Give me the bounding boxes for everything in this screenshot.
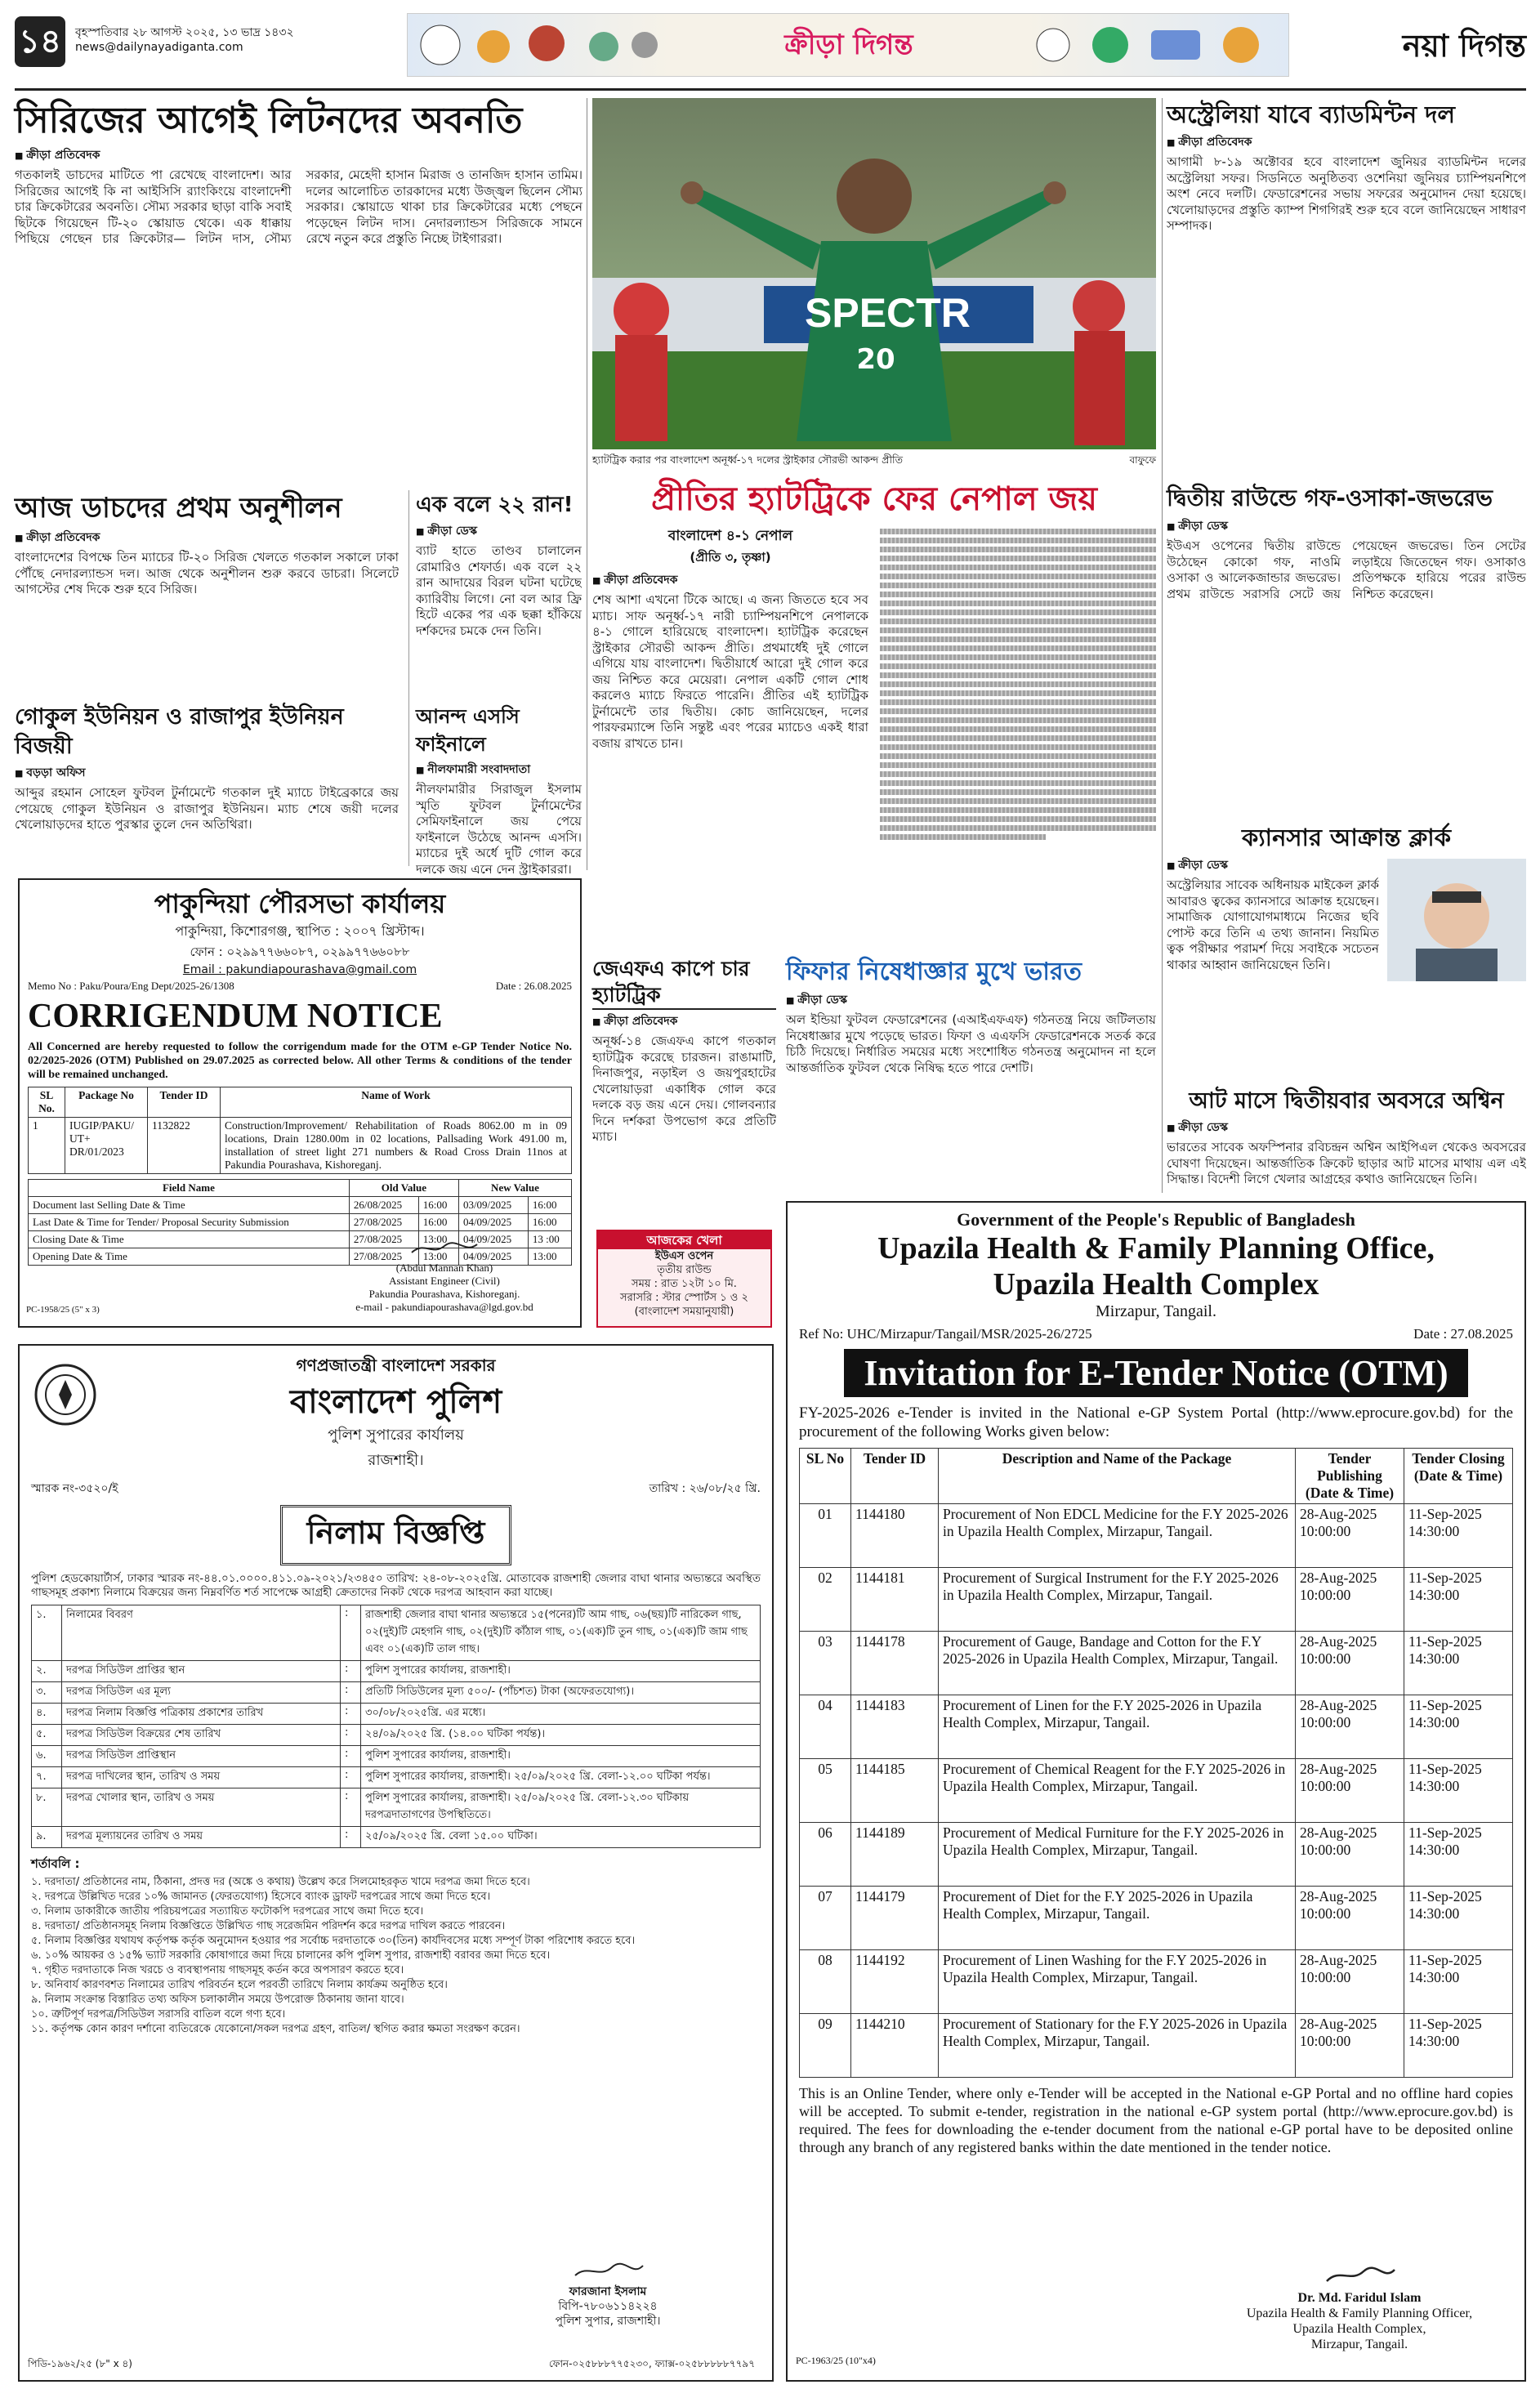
col-sl: SL No <box>800 1449 851 1504</box>
list-item: ৯. নিলাম সংক্রান্ত বিস্তারিত তথ্য অফিস চলাকালীন সময়ে উপরোক্ত ঠিকানায় জানা যাবে। <box>31 1994 404 2006</box>
col-tender-id: Tender ID <box>851 1449 939 1504</box>
photo-preeti <box>592 98 1156 449</box>
today-time: সময় : রাত ১২টা ১০ মি. <box>632 1278 737 1290</box>
today-fixture-box <box>596 1230 772 1328</box>
signature: ফারজানা ইসলাম বিপি-৭৮০৬১১৪২২৪ পুলিশ সুপার, রাজশাহী। <box>461 2261 755 2329</box>
table-row: 06 1144189 Procurement of Medical Furniture for the F.Y 2025-2026 in Upazila Health Complex, Mirzapur, Tangail. 28-Aug-2025 10:00:00 11-Sep-2025 14:30:00 <box>800 1823 1513 1887</box>
story-clarke <box>1167 821 1526 1083</box>
byline: ■ ক্রীড়া ডেস্ক <box>1167 855 1526 875</box>
ad-intro: পুলিশ হেডকোয়ার্টার্স, ঢাকার স্মারক নং-৪৪.০১.০০০০.৪১১.০৯-২০২১/২৩৪৫০ তারিখ: ২৪-০৮-২০২৫খ্রি. মোতাবেক রাজশাহী জেলার বাঘা থানার অভ্যন্তরে অবস্থিত গাছসমূহ প্রকাশ্য নিলামে বিক্রয়ের জন্য নিম্নবর্ণিত শর্ত সাপেক্ষে আগ্রহী ক্রেতাদের নিকট থেকে দরপত্র আহবান করা যাচ্ছে। <box>31 1572 761 1599</box>
list-item: ১১. কর্তৃপক্ষ কোন কারণ দর্শানো ব্যতিরেকে যেকোনো/সকল দরপত্র গ্রহণ, বাতিল/ স্থগিত করার ক্ষমতা সংরক্ষণ করেন। <box>31 2023 520 2035</box>
ad-corrigendum <box>18 878 582 1328</box>
table-row: 07 1144179 Procurement of Diet for the F.Y 2025-2026 in Upazila Health Complex, Mirzapur, Tangail. 28-Aug-2025 10:00:00 11-Sep-2025 14:30:00 <box>800 1887 1513 1950</box>
col-old: Old Value <box>349 1180 458 1197</box>
ad-memo: Memo No : Paku/Poura/Eng Dept/2025-26/1308 <box>28 980 234 992</box>
list-item: ৮. অনিবার্য কারণবশত নিলামের তারিখ পরিবর্তন হলে পরবর্তী তারিখে নিলাম কার্যক্রম অনুষ্ঠিত হবে। <box>31 1979 448 1991</box>
ad-health-tender <box>786 1201 1526 2382</box>
sports-collage-right <box>1029 20 1282 69</box>
scorers: (প্রীতি ৩, তৃষ্ণা) <box>690 550 771 565</box>
ad-date: তারিখ : ২৬/০৮/২৫ খ্রি. <box>649 1482 761 1495</box>
byline: ■ নীলফামারী সংবাদদাতা <box>416 760 582 779</box>
table-row: 01 1144180 Procurement of Non EDCL Medicine for the F.Y 2025-2026 in Upazila Health Complex, Mirzapur, Tangail. 28-Aug-2025 10:00:00 11-Sep-2025 14:30:00 <box>800 1504 1513 1568</box>
signature: (Abdul Mannan Khan) Assistant Engineer (Civil) Pakundia Pourashava, Kishoreganj. e-mail - pakundiapourashava@lgd.gov.bd <box>322 1239 567 1314</box>
ad-org1: Upazila Health & Family Planning Office, <box>877 1231 1435 1266</box>
masthead-date: বৃহস্পতিবার ২৮ আগস্ট ২০২৫, ১৩ ভাদ্র ১৪৩২ <box>75 26 294 39</box>
col-description: Description and Name of the Package <box>939 1449 1296 1504</box>
headline: গোকুল ইউনিয়ন ও রাজাপুর ইউনিয়ন বিজয়ী <box>15 704 344 759</box>
list-item: ৩. নিলাম ডাকারীকে জাতীয় পরিচয়পত্রের সত্যায়িত ফটোকপি দরপত্রের সাথে জমা দিতে হবে। <box>31 1905 424 1918</box>
section-title: ক্রীড়া দিগন্ত <box>784 29 913 61</box>
photo-banner-text: SPECTR <box>805 290 971 336</box>
table-row: 09 1144210 Procurement of Stationary for the F.Y 2025-2026 in Upazila Health Complex, Mirzapur, Tangail. 28-Aug-2025 10:00:00 11-Sep-2025 14:30:00 <box>800 2014 1513 2078</box>
ad-org: বাংলাদেশ পুলিশ <box>289 1383 502 1421</box>
ad-phone: ফোন-০২৫৮৮৮৭৭৫২৩০, ফ্যাক্স-০২৫৮৮৮৮৮৭৭৯৭ <box>548 2358 755 2369</box>
ad-memo: স্মারক নং-৩৫২০/ই <box>31 1482 118 1495</box>
photo-credit: বাফুফে <box>1129 454 1156 466</box>
ad-email[interactable]: Email : pakundiapourashava@gmail.com <box>182 963 417 976</box>
story-body: অস্ট্রেলিয়ার সাবেক অধিনায়ক মাইকেল ক্লার্ক আবারও ত্বকের ক্যানসারে আক্রান্ত হয়েছেন। সামাজিক যোগাযোগমাধ্যমে নিজের ছবি পোস্ট করে তিনি এ তথ্য জানান। নিয়মিত ত্বক পরীক্ষার পরামর্শ দিয়ে সবাইকে সচেতন থাকার আহ্বান জানিয়েছেন তিনি। <box>1167 877 1379 972</box>
byline: ■ ক্রীড়া প্রতিবেদক <box>1167 132 1526 152</box>
col-closing: Tender Closing (Date & Time) <box>1404 1449 1513 1504</box>
section-banner <box>407 13 1289 77</box>
masthead-email[interactable]: news@dailynayadiganta.com <box>75 41 243 54</box>
table-row <box>29 1118 572 1174</box>
story-body: শেষ আশা এখনো টিকে আছে। এ জন্য জিততে হবে সব ম্যাচ। সাফ অনূর্ধ্ব-১৭ নারী চ্যাম্পিয়নশিপে নেপালকে ৪-১ গোলে হারিয়েছে বাংলাদেশ। হ্যাটট্রিক করেছেন স্ট্রাইকার সৌরভী আকন্দ প্রীতি। প্রথমার্ধেই দুই গোলে এগিয়ে যায় বাংলাদেশ। দ্বিতীয়ার্ধে আরো দুই গোল করে জয় নিশ্চিত করে মেয়েরা। নেপাল একটি গোল শোধ করলেও ম্যাচে ফিরতে পারেনি। প্রীতির এই হ্যাটট্রিক টুর্নামেন্টে তার দ্বিতীয়। কোচ জানিয়েছেন, দলের পারফরম্যান্সে তিনি সন্তুষ্ট এবং পরের ম্যাচেও একই ধারা বজায় রাখতে চান। <box>592 592 868 751</box>
story-preeti-hattrick <box>592 478 1156 952</box>
story-body: আব্দুর রহমান সোহেল ফুটবল টুর্নামেন্টে গতকাল দুই ম্যাচে টাইব্রেকারে জয় পেয়েছে গোকুল ইউনিয়ন ও রাজাপুর ইউনিয়ন। ম্যাচ শেষে জয়ী দলের খেলোয়াড়দের হাতে পুরস্কার তুলে দেন অতিথিরা। <box>15 785 399 832</box>
byline: ■ ক্রীড়া প্রতিবেদক <box>592 1011 776 1031</box>
story-dutch-practice <box>15 490 399 703</box>
terms-list <box>31 1875 761 2037</box>
auction-table <box>31 1605 761 1848</box>
headline: আট মাসে দ্বিতীয়বার অবসরে অশ্বিন <box>1189 1088 1504 1114</box>
table-row: Document last Selling Date & Time 26/08/2025 16:00 03/09/2025 16:00 <box>29 1197 572 1214</box>
list-item: ১. দরদাতা/ প্রতিষ্ঠানের নাম, ঠিকানা, প্রদত্ত দর (অঙ্কে ও কথায়) উল্লেখ করে সিলমোহরকৃত খামে দরপত্র জমা দিতে হবে। <box>31 1876 530 1888</box>
ad-sub: পাকুন্দিয়া, কিশোরগঞ্জ, স্থাপিত : ২০০৭ খ্রিস্টাব্দ। <box>175 923 425 939</box>
col-work: Name of Work <box>221 1087 572 1118</box>
ad-phone: ফোন : ০২৯৯৭৭৬৬০৮৭, ০২৯৯৭৭৬৬০৮৮ <box>190 944 410 959</box>
hero-photo <box>592 98 1156 449</box>
masthead-rule <box>15 88 1526 91</box>
clarke-photo <box>1387 859 1526 981</box>
col-package: Package No <box>65 1087 148 1118</box>
today-channel: সরাসরি : স্টার স্পোর্টস ১ ও ২ <box>620 1292 748 1304</box>
ad-ref: Ref No: UHC/Mirzapur/Tangail/MSR/2025-26/2725 <box>799 1326 1092 1342</box>
table-row: ৯. দরপত্র মূল্যায়নের তারিখ ও সময় : ২৫/০৯/২০২৫ খ্রি. বেলা ১৫.০০ ঘটিকা। <box>32 1827 761 1848</box>
photo-jersey-number: 20 <box>856 343 895 376</box>
cell-work: Construction/Improvement/ Rehabilitation of Roads 8062.00 m in 09 locations, Drain 1280.00m in 02 locations, Pallsading Work 491.00 m, installation of street light 271 numbers & Road Cross Drain 11nos at Pakundia Pourashava, Kishoreganj. <box>221 1118 572 1174</box>
masthead <box>15 10 1526 85</box>
ad-date: Date : 26.08.2025 <box>495 980 572 992</box>
cell-sl: 1 <box>29 1118 65 1174</box>
tender-table <box>799 1448 1513 2078</box>
column-rule <box>1162 98 1163 1193</box>
story-body: ইউএস ওপেনের দ্বিতীয় রাউন্ডে উঠেছেন কোকো গফ, নাওমি ওসাকা ও আলেকজান্ডার জভরেভ। প্রথম রাউন্ডে সরাসরি সেটে জয় পেয়েছেন জভরেভ। তিন সেটের লড়াইয়ে জিতেছেন গফ। ওসাকাও প্রতিপক্ষকে হারিয়ে পরের রাউন্ড নিশ্চিত করেছেন। <box>1167 538 1526 601</box>
story-body: ব্যাট হাতে তাণ্ডব চালালেন রোমারিও শেফার্ড। এক বলে ২২ রান আদায়ের বিরল ঘটনা ঘটেছে ক্যারিবীয় লিগে। নো বল আর ফ্রি হিটে একের পর এক ছক্কা হাঁকিয়ে দর্শকদের চমকে দেন তিনি। <box>416 543 582 638</box>
col-tender-id: Tender ID <box>148 1087 221 1118</box>
signature-scribble <box>571 2261 645 2280</box>
package-table <box>28 1087 572 1174</box>
story-liton <box>15 98 583 474</box>
col-publishing: Tender Publishing (Date & Time) <box>1296 1449 1404 1504</box>
terms-title: শর্তাবলি : <box>31 1856 80 1871</box>
signature-scribble <box>1323 2265 1396 2286</box>
signature-scribble <box>408 1239 481 1257</box>
headline: দ্বিতীয় রাউন্ডে গফ-ওসাকা-জভরেভ <box>1167 485 1493 511</box>
headline: জেএফএ কাপে চার হ্যাটট্রিক <box>592 956 776 1010</box>
ad-intro: All Concerned are hereby requested to follow the corrigendum made for the OTM e-GP Tender Notice No. 02/2025-2026 (OTM) Published on 29.07.2025 as corrected below. All other Terms & conditions of the tender will be remained unchanged. <box>28 1041 572 1081</box>
scoreline: বাংলাদেশ ৪-১ নেপাল <box>667 528 793 544</box>
headline: আজ ডাচদের প্রথম অনুশীলন <box>15 492 342 525</box>
table-row: 08 1144192 Procurement of Linen Washing for the F.Y 2025-2026 in Upazila Health Complex, Mirzapur, Tangail. 28-Aug-2025 10:00:00 11-Sep-2025 14:30:00 <box>800 1950 1513 2014</box>
story-ananda-sc <box>408 703 582 877</box>
story-us-open <box>1167 482 1526 817</box>
ad-org2: Upazila Health Complex <box>993 1267 1319 1302</box>
today-event: ইউএস ওপেন <box>654 1250 714 1262</box>
story-body: অনূর্ধ্ব-১৪ জেএফএ কাপে গতকাল হ্যাটট্রিক করেছে চারজন। রাঙামাটি, দিনাজপুর, নড়াইল ও জয়পুরহাটের খেলোয়াড়রা একাধিক গোল করে দলকে বড় জয় এনে দেয়। গোলবন্যার দিনে দর্শকরা উপভোগ করে প্রতিটি ম্যাচ। <box>592 1034 776 1144</box>
list-item: ৪. দরদাতা/ প্রতিষ্ঠানসমূহ নিলাম বিজ্ঞপ্তিতে উল্লিখিত গাছ সরেজমিন পরিদর্শন করে দরপত্র দাখিল করতে পারবেন। <box>31 1920 506 1932</box>
table-row: Last Date & Time for Tender/ Proposal Security Submission 27/08/2025 16:00 04/09/2025 16:00 <box>29 1214 572 1231</box>
table-row: ১. নিলামের বিবরণ : রাজশাহী জেলার বাঘা থানার অভ্যন্তরে ১৫(পনের)টি আম গাছ, ০৬(ছয়)টি নারিকেল গাছ, ০২(দুই)টি মেহগনি গাছ, ০২(দুই)টি কাঁঠাল গাছ, ০১(এক)টি তুন গাছ, ০১(এক)টি জাম গাছ এবং ০১(এক)টি তাল গাছ। <box>32 1605 761 1661</box>
story-ashwin <box>1167 1087 1526 1193</box>
photo-caption: হ্যাটট্রিক করার পর বাংলাদেশ অনূর্ধ্ব-১৭ দলের স্ট্রাইকার সৌরভী আকন্দ প্রীতি <box>592 453 904 466</box>
table-row: 03 1144178 Procurement of Gauge, Bandage and Cotton for the F.Y 2025-2026 in Upazila Health Complex, Mirzapur, Tangail. 28-Aug-2025 10:00:00 11-Sep-2025 14:30:00 <box>800 1632 1513 1695</box>
col-field: Field Name <box>29 1180 350 1197</box>
byline: ■ ক্রীড়া ডেস্ক <box>786 990 1156 1010</box>
table-row: 05 1144185 Procurement of Chemical Reagent for the F.Y 2025-2026 in Upazila Health Complex, Mirzapur, Tangail. 28-Aug-2025 10:00:00 11-Sep-2025 14:30:00 <box>800 1759 1513 1823</box>
page-number: ১৪ <box>15 16 65 67</box>
table-row: ৪. দরপত্র নিলাম বিজ্ঞপ্তি পত্রিকায় প্রকাশের তারিখ : ৩০/০৮/২০২৫খ্রি. এর মধ্যে। <box>32 1704 761 1725</box>
table-row: ৭. দরপত্র দাখিলের স্থান, তারিখ ও সময় : পুলিশ সুপারের কার্যালয়, রাজশাহী। ২৫/০৯/২০২৫ খ্রি. বেলা-১২.০০ ঘটিকা পর্যন্ত। <box>32 1767 761 1788</box>
ad-footer: This is an Online Tender, where only e-Tender will be accepted in the National e-GP Portal and no offline hard copies will be accepted. To submit e-tender, registration in the national e-GP system portal (http://www.eprocure.gov.bd) is required. The fees for downloading the e-tender document from the national e-GP portal have to be deposited online through any branch of any registered banks within the date mentioned in the tender notice. <box>799 2085 1513 2155</box>
ad-police-auction <box>18 1344 774 2382</box>
story-gokul <box>15 703 399 866</box>
byline: ■ ক্রীড়া প্রতিবেদক <box>15 145 583 165</box>
ad-pc-code: PC-1958/25 (5" x 3) <box>26 1305 100 1315</box>
today-title: আজকের খেলা <box>598 1231 770 1249</box>
ad-office: পুলিশ সুপারের কার্যালয় <box>328 1427 464 1444</box>
ad-place: রাজশাহী। <box>368 1452 424 1469</box>
ad-gov: গণপ্রজাতন্ত্রী বাংলাদেশ সরকার <box>296 1355 496 1375</box>
headline: অস্ট্রেলিয়া যাবে ব্যাডমিন্টন দল <box>1167 100 1456 128</box>
story-22-runs <box>408 490 582 703</box>
ad-title: CORRIGENDUM NOTICE <box>28 998 443 1035</box>
story-body-continued <box>880 525 1156 936</box>
byline: ■ ক্রীড়া প্রতিবেদক <box>592 570 868 590</box>
story-badminton <box>1167 98 1526 474</box>
ad-title: Invitation for E-Tender Notice (OTM) <box>844 1349 1467 1397</box>
table-row: ৫. দরপত্র সিডিউল বিক্রয়ের শেষ তারিখ : ২৪/০৯/২০২৫ খ্রি. (১৪.০০ ঘটিকা পর্যন্ত)। <box>32 1725 761 1746</box>
ad-pc-code: পিডি-১৯৬২/২৫ (৮" x ৪) <box>28 2358 132 2369</box>
table-row: 02 1144181 Procurement of Surgical Instrument for the F.Y 2025-2026 in Upazila Health Complex, Mirzapur, Tangail. 28-Aug-2025 10:00:00 11-Sep-2025 14:30:00 <box>800 1568 1513 1632</box>
story-fifa-india <box>786 956 1156 1193</box>
table-row: ২. দরপত্র সিডিউল প্রাপ্তির স্থান : পুলিশ সুপারের কার্যালয়, রাজশাহী। <box>32 1661 761 1682</box>
ad-gov: Government of the People's Republic of Bangladesh <box>957 1209 1355 1230</box>
story-body: বাংলাদেশের বিপক্ষে তিন ম্যাচের টি-২০ সিরিজ খেলতে গতকাল সকালে ঢাকা পৌঁছে নেদারল্যান্ডস দল। আজ থেকে অনুশীলন শুরু করবে ডাচরা। সিলেটে আগস্টের শেষ দিকে শুরু হবে সিরিজ। <box>15 550 399 596</box>
story-body: ভারতের সাবেক অফস্পিনার রবিচন্দ্রন অশ্বিন আইপিএল থেকেও অবসরের ঘোষণা দিয়েছেন। আন্তর্জাতিক ক্রিকেট ছাড়ার আট মাসের মাথায় এল এই সিদ্ধান্ত। বিদেশী লিগে খেলার আগ্রহের কথাও জানিয়েছেন তিনি। <box>1167 1140 1526 1186</box>
ad-intro: FY-2025-2026 e-Tender is invited in the National e-GP System Portal (http://www.eprocure.gov.bd) for the procurement of the following Works given below: <box>799 1404 1513 1440</box>
story-body: নীলফামারীর সিরাজুল ইসলাম স্মৃতি ফুটবল টুর্নামেন্টের সেমিফাইনালে জয় পেয়ে ফাইনালে উঠেছে আনন্দ এসসি। ম্যাচের দুই অর্ধে দুটি গোল করে দলকে জয় এনে দেন স্ট্রাইকাররা। <box>416 782 582 877</box>
cell-tender-id: 1132822 <box>148 1118 221 1174</box>
table-row: Opening Date & Time 27/08/2025 13:00 04/09/2025 13:00 <box>29 1248 572 1266</box>
ad-org: পাকুন্দিয়া পৌরসভা কার্যালয় <box>154 888 446 919</box>
ad-place: Mirzapur, Tangail. <box>1096 1302 1216 1320</box>
headline: সিরিজের আগেই লিটনদের অবনতি <box>15 100 523 141</box>
headline: ফিফার নিষেধাজ্ঞার মুখে ভারত <box>786 958 1082 986</box>
byline: ■ ক্রীড়া ডেস্ক <box>1167 516 1526 536</box>
story-body: গতকালই ডাচদের মাটিতে পা রেখেছে বাংলাদেশ। আর সিরিজের আগেই কি না আইসিসি র‍্যাংকিংয়ে বাংলাদেশী চার ক্রিকেটারের অবনতি। সৌম্য সরকার ছাড়া বাকি সবাই ছিটকে গিয়েছেন টি-২০ স্কোয়াড থেকে। এক ধাক্কায় পিছিয়ে গেছেন চার ক্রিকেটার— লিটন দাস, সৌম্য সরকার, মেহেদী হাসান মিরাজ ও তানজিদ হাসান তামিম। দলের আলোচিত তারকাদের মধ্যে উজ্জ্বল ছিলেন সৌম্য সরকার। স্কোয়াডে থাকা চার ক্রিকেটারের মধ্যে পেছনে পড়েছেন লিটন দাস। নেদারল্যান্ডস সিরিজকে সামনে রেখে নতুন করে প্রস্তুতি নিচ্ছে টাইগাররা। <box>15 167 583 246</box>
col-new: New Value <box>458 1180 571 1197</box>
col-sl: SL No. <box>29 1087 65 1118</box>
list-item: ৭. গৃহীত দরদাতাকে নিজ খরচে ও ব্যবস্থাপনায় গাছসমূহ কর্তন করে অপসারণ করতে হবে। <box>31 1964 404 1976</box>
ad-date: Date : 27.08.2025 <box>1413 1326 1513 1342</box>
sports-collage-left <box>416 20 661 69</box>
ad-pc-code: PC-1963/25 (10"x4) <box>796 2355 876 2366</box>
table-row: ৩. দরপত্র সিডিউল এর মূল্য : প্রতিটি সিডিউলের মূল্য ৫০০/- (পাঁচশত) টাকা (অফেরতযোগ্য)। <box>32 1682 761 1704</box>
cell-package: IUGIP/PAKU/ UT+ DR/01/2023 <box>65 1118 148 1174</box>
newspaper-logo: নয়া দিগন্ত <box>1402 28 1526 64</box>
table-row: Closing Date & Time 27/08/2025 13:00 04/09/2025 13 :00 <box>29 1231 572 1248</box>
headline: ক্যানসার আক্রান্ত ক্লার্ক <box>1241 824 1451 851</box>
signature: Dr. Md. Faridul Islam Upazila Health & Family Planning Officer, Upazila Health Complex, Mirzapur, Tangail. <box>1212 2265 1507 2352</box>
headline: আনন্দ এসসি ফাইনালে <box>416 705 520 756</box>
byline: ■ বড়ড়া অফিস <box>15 763 399 783</box>
table-row: ৬. দরপত্র সিডিউল প্রাপ্তিস্থান : পুলিশ সুপারের কার্যালয়, রাজশাহী। <box>32 1746 761 1767</box>
byline: ■ ক্রীড়া ডেস্ক <box>416 521 582 541</box>
story-jfa-cup <box>592 956 776 1226</box>
table-row: ৮. দরপত্র খোলার স্থান, তারিখ ও সময় : পুলিশ সুপারের কার্যালয়, রাজশাহী। ২৫/০৯/২০২৫ খ্রি. বেলা-১২.৩০ ঘটিকায় দরপত্রদাতাগণের উপস্থিতিতে। <box>32 1788 761 1827</box>
table-row: 04 1144183 Procurement of Linen for the F.Y 2025-2026 in Upazila Health Complex, Mirzapur, Tangail. 28-Aug-2025 10:00:00 11-Sep-2025 14:30:00 <box>800 1695 1513 1759</box>
list-item: ১০. ত্রুটিপূর্ণ দরপত্র/সিডিউল সরাসরি বাতিল বলে গণ্য হবে। <box>31 2008 286 2021</box>
headline: এক বলে ২২ রান! <box>416 493 574 517</box>
today-round: তৃতীয় রাউন্ড <box>657 1264 712 1276</box>
story-body: আগামী ৮-১৯ অক্টোবর হবে বাংলাদেশ জুনিয়র ব্যাডমিন্টন দলের অস্ট্রেলিয়া সফর। সিডনিতে অনুষ্ঠিতব্য ওশেনিয়া জুনিয়র চ্যাম্পিয়নশিপে অংশ নেবে দলটি। ফেডারেশনের সভায় সফরের অনুমোদন দেয়া হয়েছে। খেলোয়াড়দের প্রস্তুতি ক্যাম্প শিগগিরই শুরু হবে বলে জানিয়েছেন সাধারণ সম্পাদক। <box>1167 154 1526 233</box>
list-item: ২. দরপত্রে উল্লিখিত দরের ১০% জামানত (ফেরতযোগ্য) হিসেবে ব্যাংক ড্রাফট দরপত্রের সাথে জমা দিতে হবে। <box>31 1891 491 1903</box>
byline: ■ ক্রীড়া প্রতিবেদক <box>15 528 399 547</box>
ad-title: নিলাম বিজ্ঞপ্তি <box>280 1505 512 1565</box>
police-emblem <box>33 1362 98 1427</box>
story-body: অল ইন্ডিয়া ফুটবল ফেডারেশনের (এআইএফএফ) গঠনতন্ত্র নিয়ে জটিলতায় নিষেধাজ্ঞার মুখে পড়েছে ভারত। ফিফা ও এএফসি ফেডারেশনকে সতর্ক করে চিঠি দিয়েছে। নির্ধারিত সময়ের মধ্যে সংশোধিত গঠনতন্ত্র অনুমোদন না হলে আন্তর্জাতিক ফুটবল থেকে নিষিদ্ধ হতে পারে দেশটি। <box>786 1012 1156 1075</box>
list-item: ৬. ১০% আয়কর ও ১৫% ভ্যাট সরকারি কোষাগারে জমা দিয়ে চালানের কপি পুলিশ সুপার, রাজশাহী বরাবর জমা দিতে হবে। <box>31 1949 551 1962</box>
byline: ■ ক্রীড়া ডেস্ক <box>1167 1118 1526 1137</box>
today-note: (বাংলাদেশ সময়ানুযায়ী) <box>634 1306 734 1318</box>
headline: প্রীতির হ্যাটট্রিকে ফের নেপাল জয় <box>651 480 1097 518</box>
list-item: ৫. নিলাম বিজ্ঞপ্তির যথাযথ কর্তৃপক্ষ কর্তৃক অনুমোদন হওয়ার পর সর্বোচ্চ দরদাতাকে ৩০(তিন) কার্যদিবসের মধ্যে সম্পূর্ণ টাকা পরিশোধ করতে হবে। <box>31 1935 636 1947</box>
